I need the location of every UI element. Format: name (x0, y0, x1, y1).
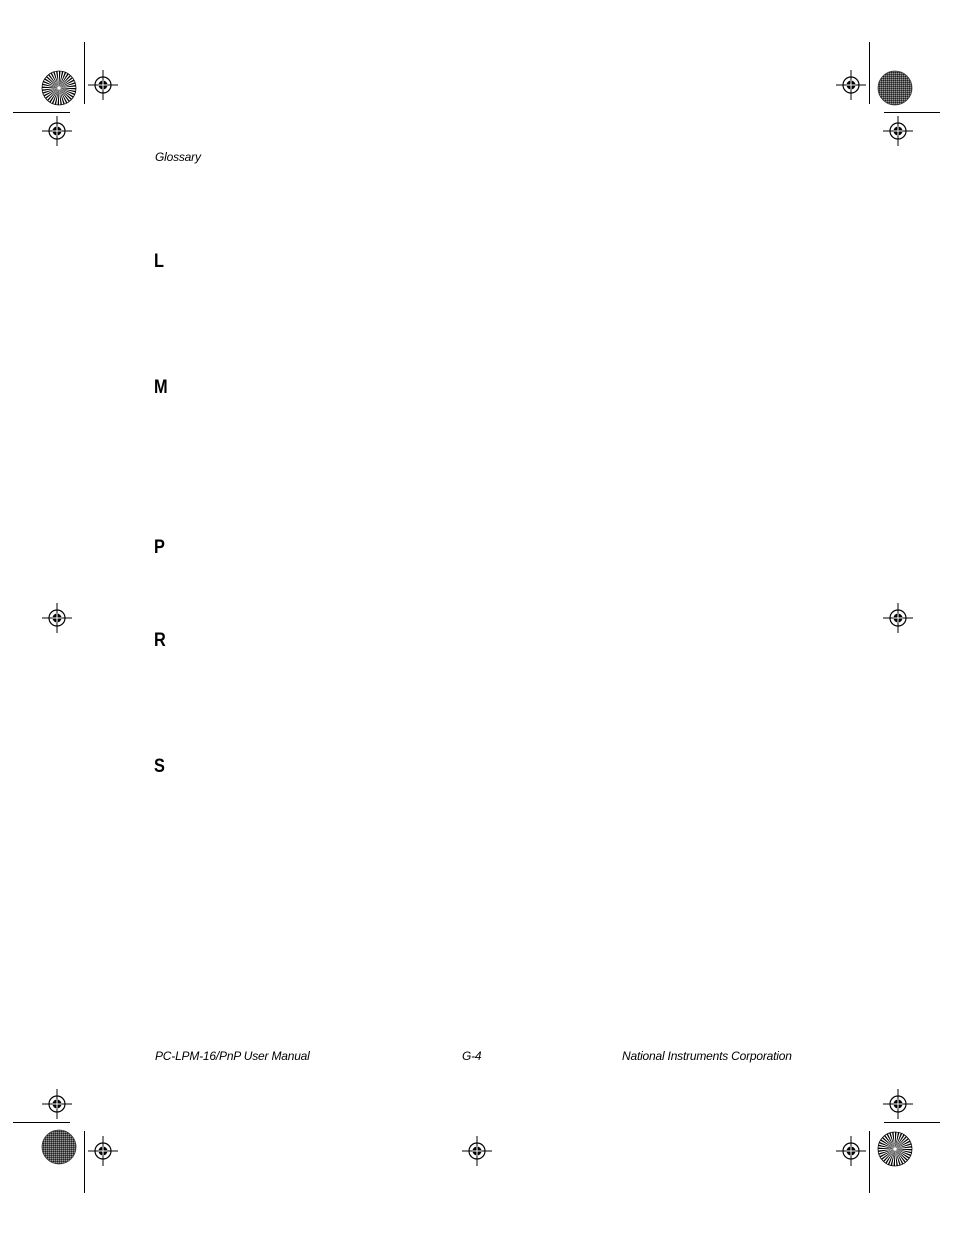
registration-target-icon (42, 603, 72, 633)
halftone-disc-icon (877, 70, 913, 106)
crop-mark-bottom-right-vertical (869, 1131, 870, 1193)
crop-mark-bottom-left-vertical (84, 1131, 85, 1193)
radial-wheel-icon (41, 70, 77, 106)
radial-wheel-icon (877, 1131, 913, 1167)
footer-company: National Instruments Corporation (622, 1049, 792, 1063)
registration-target-icon (883, 1089, 913, 1119)
section-letter-r: R (154, 630, 166, 651)
crop-mark-bottom-right-horizontal (884, 1122, 940, 1123)
registration-target-icon (462, 1136, 492, 1166)
crop-mark-top-right-vertical (869, 42, 870, 104)
section-letter-m: M (154, 377, 168, 398)
registration-target-icon (883, 603, 913, 633)
running-header: Glossary (155, 150, 201, 164)
registration-target-icon (42, 116, 72, 146)
registration-target-icon (88, 70, 118, 100)
crop-mark-top-left-vertical (84, 42, 85, 104)
section-letter-p: P (154, 537, 165, 558)
crop-mark-top-left-horizontal (13, 112, 70, 113)
section-letter-l: L (154, 251, 164, 272)
registration-target-icon (836, 1136, 866, 1166)
halftone-disc-icon (41, 1129, 77, 1165)
registration-target-icon (836, 70, 866, 100)
crop-mark-top-right-horizontal (884, 112, 940, 113)
registration-target-icon (883, 116, 913, 146)
section-letter-s: S (154, 756, 165, 777)
footer-manual-title: PC-LPM-16/PnP User Manual (155, 1049, 310, 1063)
registration-target-icon (42, 1089, 72, 1119)
footer-page-number: G-4 (462, 1049, 482, 1063)
crop-mark-bottom-left-horizontal (13, 1122, 70, 1123)
registration-target-icon (88, 1136, 118, 1166)
